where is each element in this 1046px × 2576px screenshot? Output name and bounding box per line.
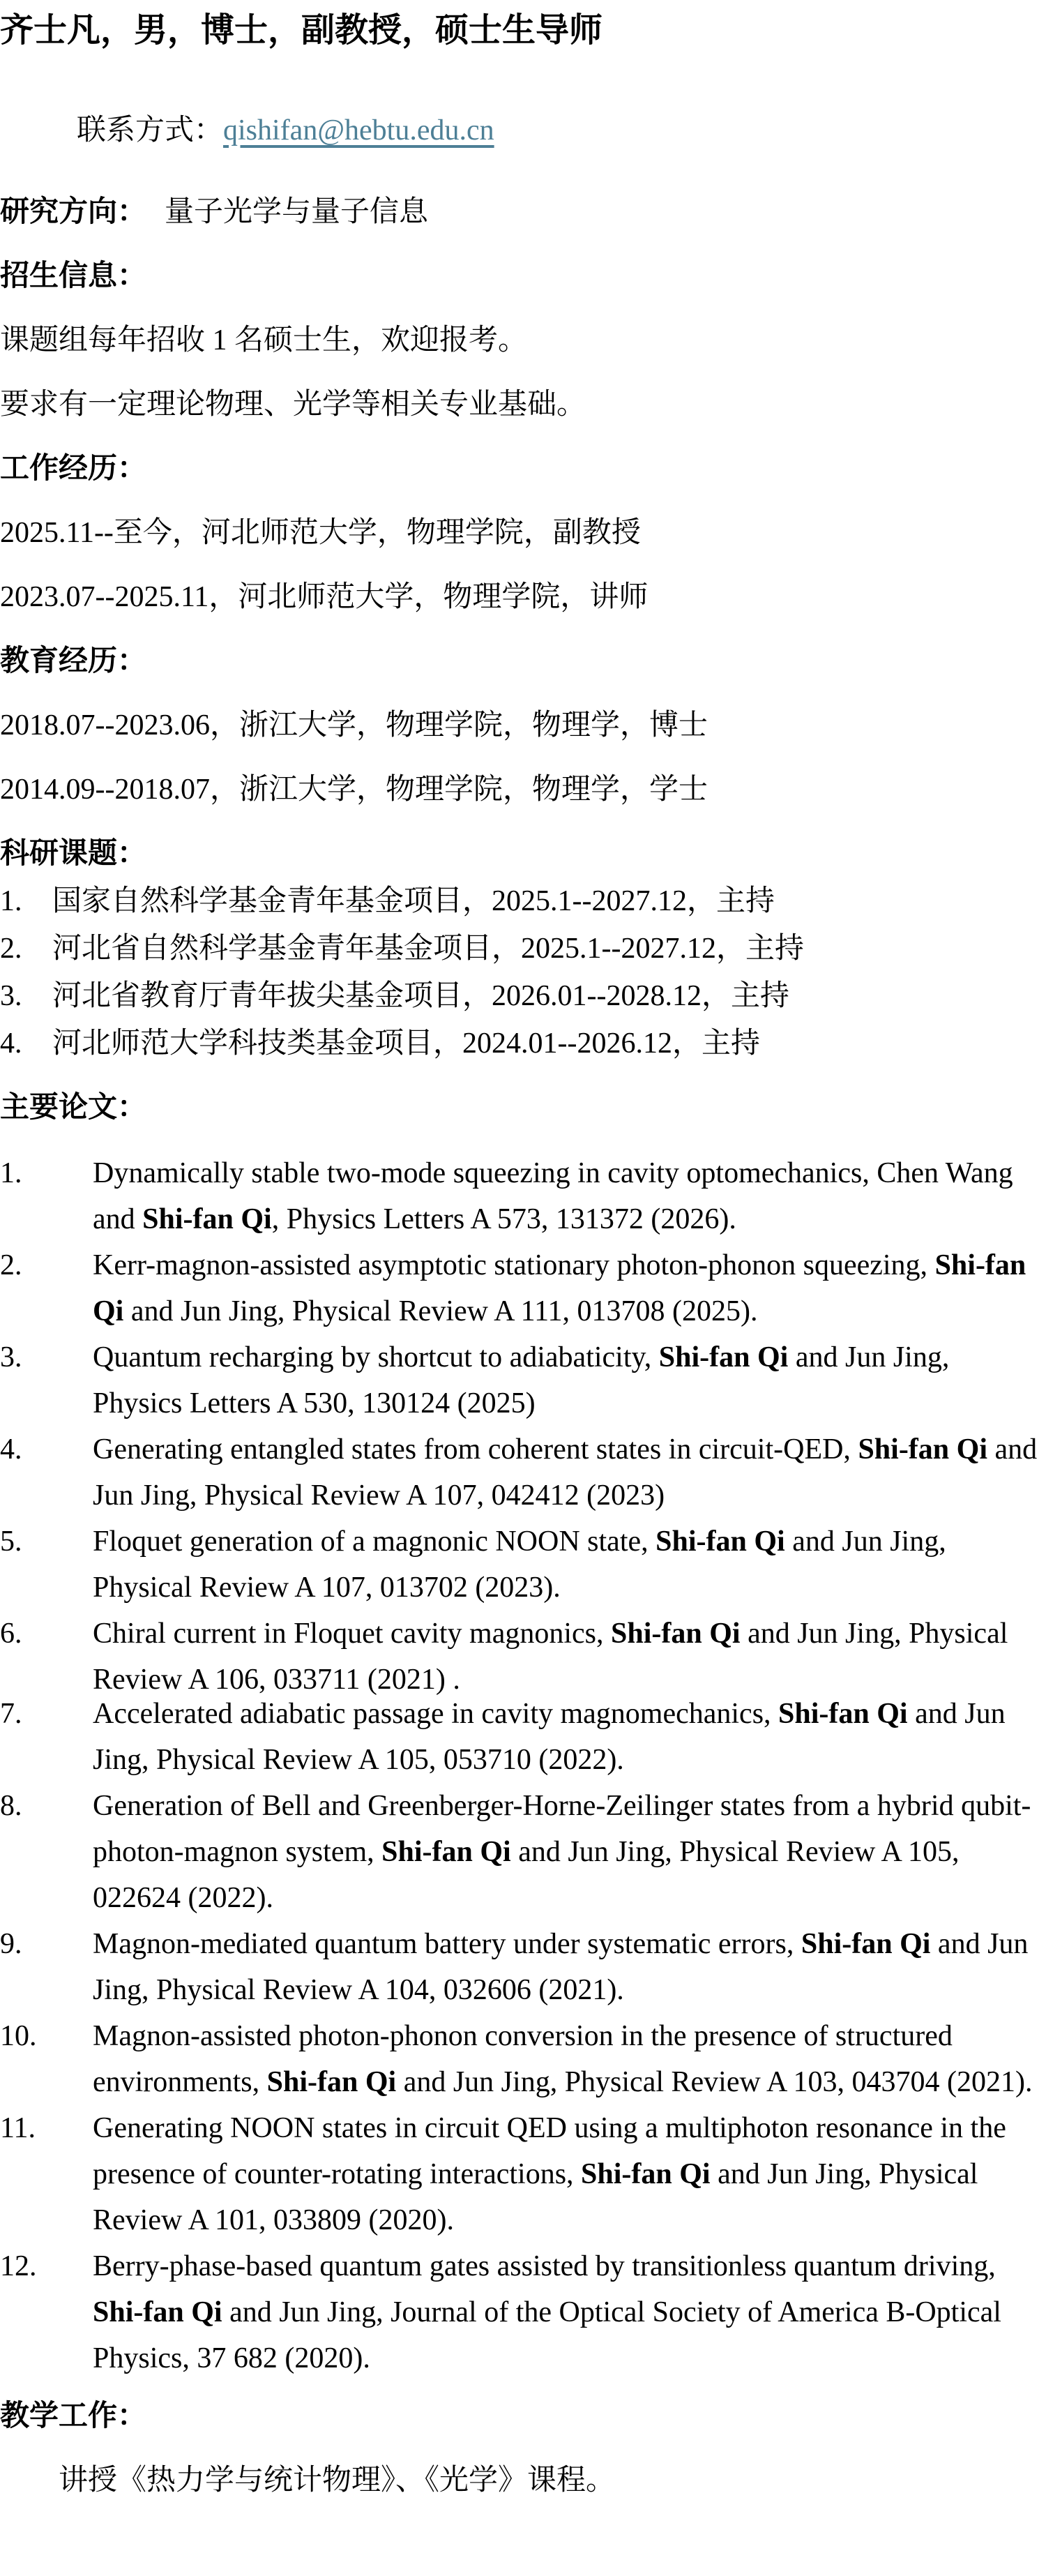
publication-text: Magnon-assisted photon-phonon conversion in the presence of structured environments, Shi-fan Qi and Jun Jing, Physical Review A 103, 043704 (2021). xyxy=(93,2020,1033,2098)
publication-item xyxy=(0,1150,1040,1242)
author-highlight: Shi-fan Qi xyxy=(381,1836,511,1868)
publication-number: 4. xyxy=(0,1433,22,1466)
publication-text: Generating NOON states in circuit QED using a multiphoton resonance in the presence of counter-rotating interactions, Shi-fan Qi and Jun Jing, Physical Review A 101, 033809 (2020). xyxy=(93,2112,1006,2236)
email-link[interactable]: qishifan@hebtu.edu.cn xyxy=(223,114,494,146)
research-projects-list xyxy=(0,878,1040,1067)
publication-item xyxy=(0,1519,1040,1611)
page-title: 齐士凡，男，博士，副教授，硕士生导师 xyxy=(0,12,603,49)
research-direction-label: 研究方向： xyxy=(0,196,147,228)
project-item xyxy=(0,926,1040,972)
research-direction-value: 量子光学与量子信息 xyxy=(165,196,429,228)
publication-number: 6. xyxy=(0,1618,22,1650)
publication-text: Magnon-mediated quantum battery under systematic errors, Shi-fan Qi and Jun Jing, Physical Review A 104, 032606 (2021). xyxy=(93,1928,1029,2006)
publication-number: 7. xyxy=(0,1698,22,1730)
project-item xyxy=(0,878,1040,924)
publication-text: Accelerated adiabatic passage in cavity magnomechanics, Shi-fan Qi and Jun Jing, Physical Review A 105, 053710 (2022). xyxy=(93,1698,1006,1776)
author-highlight: Shi-fan Qi xyxy=(266,2066,397,2098)
author-highlight: Shi-fan Qi xyxy=(655,1526,785,1558)
publication-text: Floquet generation of a magnonic NOON state, Shi-fan Qi and Jun Jing, Physical Review A 107, 013702 (2023). xyxy=(93,1526,946,1604)
project-number: 3. xyxy=(0,980,22,1012)
author-highlight: Shi-fan Qi xyxy=(581,2158,711,2190)
publication-item xyxy=(0,1611,1040,1703)
project-text: 河北省教育厅青年拔尖基金项目，2026.01--2028.12，主持 xyxy=(52,980,789,1012)
publication-item xyxy=(0,2105,1040,2243)
admissions-line: 要求有一定理论物理、光学等相关专业基础。 xyxy=(0,389,586,421)
education-line: 2014.09--2018.07，浙江大学，物理学院，物理学，学士 xyxy=(0,774,708,806)
project-number: 2. xyxy=(0,933,22,965)
publication-item xyxy=(0,1783,1040,1921)
admissions-line: 课题组每年招收 1 名硕士生，欢迎报考。 xyxy=(0,324,528,356)
publication-number: 2. xyxy=(0,1249,22,1281)
publication-number: 9. xyxy=(0,1928,22,1960)
publication-text: Kerr-magnon-assisted asymptotic stationary photon-phonon squeezing, Shi-fan Qi and Jun Jing, Physical Review A 111, 013708 (2025). xyxy=(93,1249,1026,1327)
research-projects-heading: 科研课题： xyxy=(0,838,147,870)
project-text: 河北省自然科学基金青年基金项目，2025.1--2027.12，主持 xyxy=(52,933,804,965)
publication-text: Generation of Bell and Greenberger-Horne-Zeilinger states from a hybrid qubit-photon-magnon system, Shi-fan Qi and Jun Jing, Physical Review A 105, 022624 (2022). xyxy=(93,1790,1031,1914)
publication-number: 5. xyxy=(0,1526,22,1558)
publication-number: 3. xyxy=(0,1341,22,1373)
publication-item xyxy=(0,1426,1040,1519)
publication-text: Berry-phase-based quantum gates assisted by transitionless quantum driving, Shi-fan Qi and Jun Jing, Journal of the Optical Society of America B-Optical Physics, 37 682 (2020). xyxy=(93,2250,1001,2374)
research-direction-line xyxy=(0,189,1040,235)
publication-item xyxy=(0,1334,1040,1426)
publication-item xyxy=(0,2013,1040,2105)
author-highlight: Shi-fan Qi xyxy=(142,1203,272,1235)
author-highlight: Shi-fan Qi xyxy=(858,1433,987,1466)
publications-list xyxy=(0,1150,1040,2381)
education-line: 2018.07--2023.06，浙江大学，物理学院，物理学，博士 xyxy=(0,709,708,741)
admissions-heading: 招生信息： xyxy=(0,260,147,292)
teaching-line: 讲授《热力学与统计物理》、《光学》课程。 xyxy=(59,2464,616,2496)
author-highlight: Shi-fan Qi xyxy=(93,2296,222,2328)
author-highlight: Shi-fan Qi xyxy=(801,1928,931,1960)
author-highlight: Shi-fan Qi xyxy=(93,1249,1026,1327)
publication-number: 12. xyxy=(0,2250,37,2282)
education-heading: 教育经历： xyxy=(0,645,147,677)
publication-item xyxy=(0,2243,1040,2381)
publications-heading: 主要论文： xyxy=(0,1092,147,1124)
publication-text: Quantum recharging by shortcut to adiabaticity, Shi-fan Qi and Jun Jing, Physics Letters A 530, 130124 (2025) xyxy=(93,1341,950,1419)
contact-line xyxy=(0,107,1040,153)
publication-text: Generating entangled states from coherent states in circuit-QED, Shi-fan Qi and Jun Jing, Physical Review A 107, 042412 (2023) xyxy=(93,1433,1038,1512)
project-text: 河北师范大学科技类基金项目，2024.01--2026.12，主持 xyxy=(52,1027,760,1060)
work-experience-heading: 工作经历： xyxy=(0,453,147,485)
document xyxy=(0,6,1040,2503)
author-highlight: Shi-fan Qi xyxy=(611,1618,741,1650)
publication-item xyxy=(0,1921,1040,2013)
publication-number: 8. xyxy=(0,1790,22,1822)
work-experience-line: 2023.07--2025.11，河北师范大学，物理学院，讲师 xyxy=(0,581,649,613)
author-highlight: Shi-fan Qi xyxy=(658,1341,789,1373)
publication-text: Dynamically stable two-mode squeezing in cavity optomechanics, Chen Wang and Shi-fan Qi, Physics Letters A 573, 131372 (2026). xyxy=(93,1157,1013,1235)
contact-label: 联系方式： xyxy=(77,114,224,146)
publication-item xyxy=(0,1691,1040,1783)
project-number: 1. xyxy=(0,885,22,917)
teaching-heading: 教学工作： xyxy=(0,2400,147,2432)
work-experience-line: 2025.11--至今，河北师范大学，物理学院，副教授 xyxy=(0,517,641,549)
publication-number: 1. xyxy=(0,1157,22,1189)
project-item xyxy=(0,973,1040,1019)
author-highlight: Shi-fan Qi xyxy=(778,1698,908,1730)
project-item xyxy=(0,1020,1040,1067)
publication-item xyxy=(0,1242,1040,1334)
publication-number: 11. xyxy=(0,2112,36,2144)
publication-text: Chiral current in Floquet cavity magnonics, Shi-fan Qi and Jun Jing, Physical Review A 106, 033711 (2021) . xyxy=(93,1618,1008,1696)
publication-number: 10. xyxy=(0,2020,37,2052)
project-text: 国家自然科学基金青年基金项目，2025.1--2027.12，主持 xyxy=(52,885,775,917)
project-number: 4. xyxy=(0,1027,22,1060)
